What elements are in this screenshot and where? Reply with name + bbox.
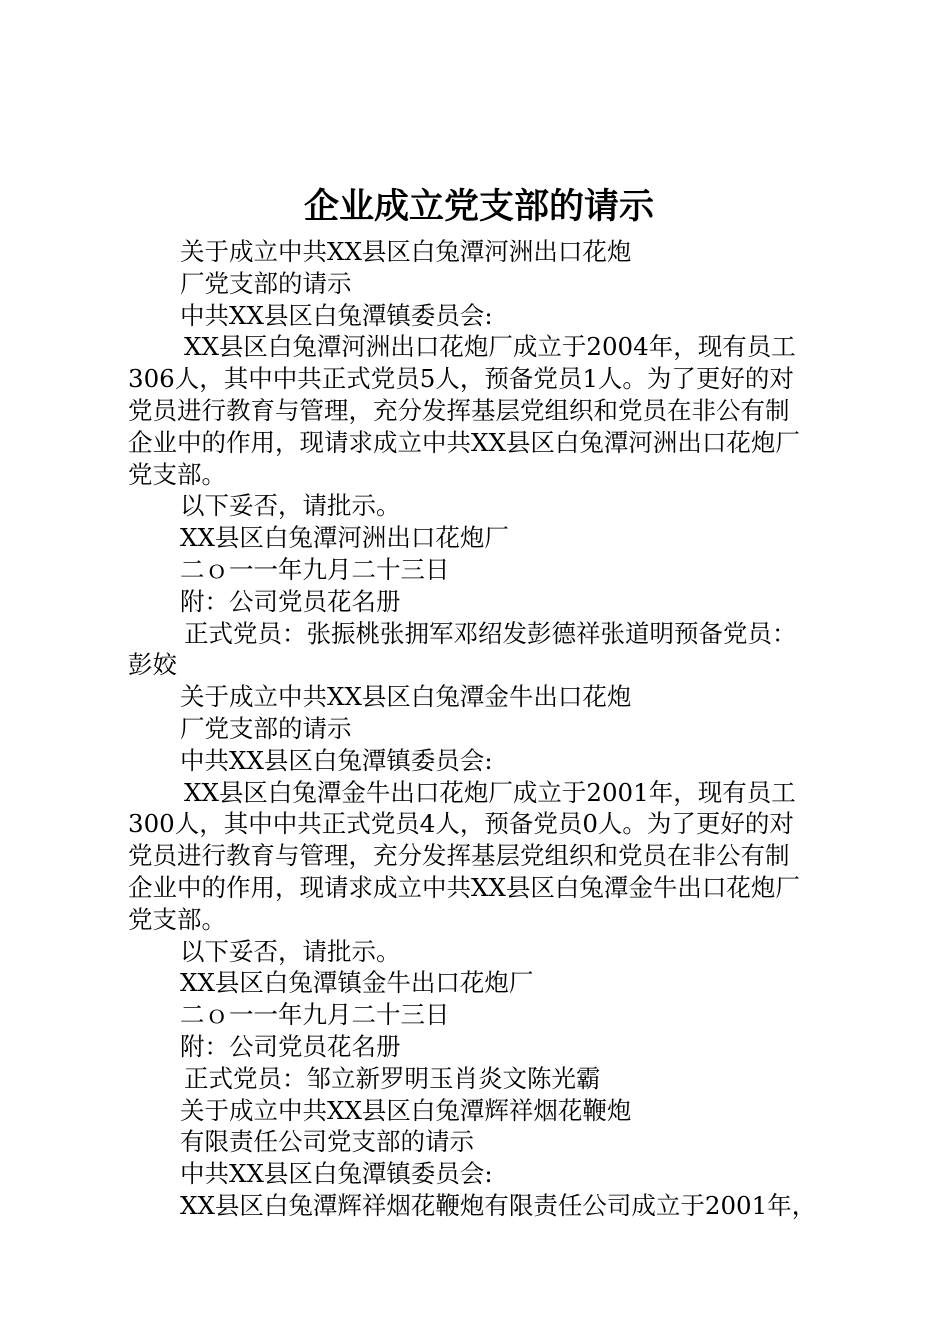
- text-line: 厂党支部的请示: [180, 268, 352, 298]
- text-line: 关于成立中共XX县区白兔潭河洲出口花炮: [180, 237, 632, 266]
- text-line: 正式党员：张振桃张拥军邓绍发彭德祥张道明预备党员：: [184, 618, 797, 648]
- text-line: 企业中的作用，现请求成立中共XX县区白兔潭金牛出口花炮厂: [128, 872, 800, 902]
- text-line: XX县区白兔潭辉祥烟花鞭炮有限责任公司成立于2001年，: [180, 1190, 817, 1220]
- text-line: XX县区白兔潭河洲出口花炮厂成立于2004年，现有员工: [184, 332, 796, 362]
- text-line: 中共XX县区白兔潭镇委员会:: [180, 300, 493, 330]
- text-line: 彭姣: [128, 650, 177, 680]
- text-line: 党支部。: [128, 904, 226, 934]
- document-body: [128, 236, 838, 1222]
- text-line: 附：公司党员花名册: [180, 586, 401, 616]
- text-line: 关于成立中共XX县区白兔潭辉祥烟花鞭炮: [180, 1095, 632, 1125]
- text-line: 党员进行教育与管理，充分发挥基层党组织和党员在非公有制: [128, 841, 790, 871]
- text-line: 以下妥否，请批示。: [180, 491, 401, 521]
- text-line: 中共XX县区白兔潭镇委员会:: [180, 745, 493, 775]
- text-line: XX县区白兔潭镇金牛出口花炮厂: [180, 968, 534, 998]
- text-line: 有限责任公司党支部的请示: [180, 1127, 474, 1157]
- text-line: 以下妥否，请批示。: [180, 936, 401, 966]
- text-line: 党支部。: [128, 459, 226, 489]
- text-line: 二ｏ一一年九月二十三日: [180, 554, 450, 584]
- text-line: 中共XX县区白兔潭镇委员会:: [180, 1159, 493, 1189]
- text-line: XX县区白兔潭河洲出口花炮厂: [180, 523, 509, 553]
- text-line: 关于成立中共XX县区白兔潭金牛出口花炮: [180, 682, 632, 712]
- text-line: 厂党支部的请示: [180, 713, 352, 743]
- text-line: 党员进行教育与管理，充分发挥基层党组织和党员在非公有制: [128, 395, 790, 425]
- text-line: 300人，其中中共正式党员4人，预备党员0人。为了更好的对: [128, 809, 794, 839]
- text-line: 附：公司党员花名册: [180, 1031, 401, 1061]
- text-line: XX县区白兔潭金牛出口花炮厂成立于2001年，现有员工: [184, 777, 796, 807]
- text-line: 二ｏ一一年九月二十三日: [180, 1000, 450, 1030]
- text-line: 306人，其中中共正式党员5人，预备党员1人。为了更好的对: [128, 364, 794, 394]
- text-line: 企业中的作用，现请求成立中共XX县区白兔潭河洲出口花炮厂: [128, 427, 800, 457]
- text-line: 正式党员：邹立新罗明玉肖炎文陈光霸: [184, 1063, 601, 1093]
- document-title: 企业成立党支部的请示: [303, 186, 654, 227]
